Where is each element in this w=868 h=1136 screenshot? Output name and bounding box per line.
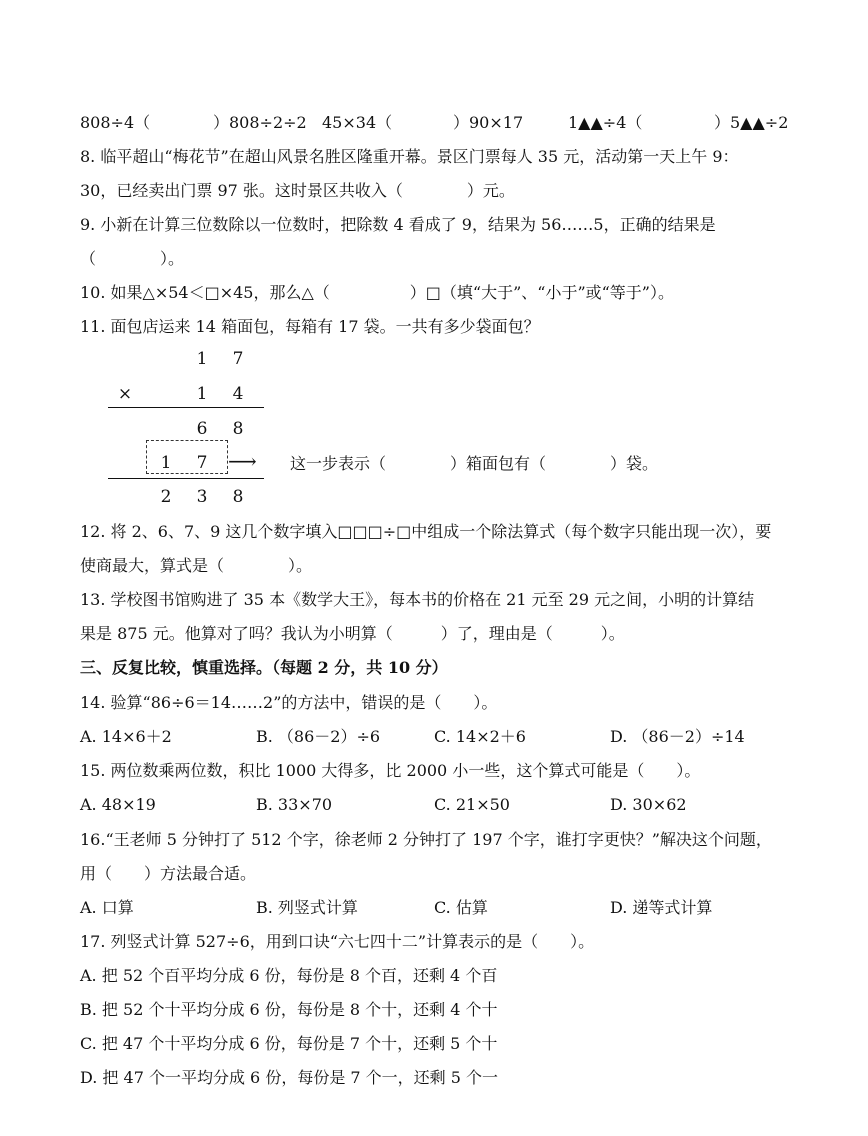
mult-row4-d1: 1 (160, 453, 172, 473)
q14-option-d: D. （86－2）÷14 (610, 727, 745, 746)
mult-row3-d1: 6 (196, 419, 208, 439)
q17-option-a: A. 把 52 个百平均分成 6 份，每份是 8 个百，还剩 4 个百 (80, 966, 498, 985)
mult-row5-d3: 8 (232, 487, 244, 507)
q16-option-d: D. 递等式计算 (610, 898, 713, 917)
q8-line2: 30，已经卖出门票 97 张。这时景区共收入（ ）元。 (80, 181, 515, 200)
q7-a-left: 808÷4（ (80, 113, 151, 132)
mult-row4-d2: 7 (196, 453, 208, 473)
q16-line2: 用（ ）方法最合适。 (80, 864, 257, 883)
q7-c-right: ）5▲▲÷2 (714, 113, 789, 132)
q15-option-b: B. 33×70 (256, 795, 333, 814)
q17-text: 17. 列竖式计算 527÷6，用到口诀“六七四十二”计算表示的是（ ）。 (80, 932, 595, 951)
q16-option-a: A. 口算 (80, 898, 134, 917)
times-sign: × (117, 384, 133, 404)
q16-option-b: B. 列竖式计算 (256, 898, 358, 917)
q15-option-a: A. 48×19 (80, 795, 156, 814)
q11-text: 11. 面包店运来 14 箱面包，每箱有 17 袋。一共有多少袋面包？ (80, 317, 540, 336)
q14-text: 14. 验算“86÷6＝14……2”的方法中，错误的是（ ）。 (80, 693, 498, 712)
q7-b-right: ）90×17 (453, 113, 524, 132)
q17-option-b: B. 把 52 个十平均分成 6 份，每份是 8 个十，还剩 4 个十 (80, 1000, 498, 1019)
q7-b-left: 45×34（ (322, 113, 393, 132)
q17-option-c: C. 把 47 个十平均分成 6 份，每份是 7 个十，还剩 5 个十 (80, 1034, 498, 1053)
q7-a-right: ）808÷2÷2 (213, 113, 307, 132)
q15-text: 15. 两位数乘两位数，积比 1000 大得多，比 2000 小一些，这个算式可能是（ ）。 (80, 761, 701, 780)
section-3-title: 三、反复比较，慎重选择。（每题 2 分，共 10 分） (80, 658, 448, 677)
mult-row3-d2: 8 (232, 419, 244, 439)
step-note: 这一步表示（ ）箱面包有（ ）袋。 (290, 454, 659, 473)
q12-line1: 12. 将 2、6、7、9 这几个数字填入□□□÷□中组成一个除法算式（每个数字只能出现一次），要 (80, 522, 772, 541)
q9-line2: （ ）。 (80, 249, 185, 268)
q16-line1: 16.“王老师 5 分钟打了 512 个字，徐老师 2 分钟打了 197 个字，谁打字更快？”解决这个问题， (80, 830, 772, 849)
mult-row1-d1: 1 (196, 349, 208, 369)
q12-line2: 使商最大，算式是（ ）。 (80, 556, 313, 575)
q16-option-c: C. 估算 (434, 898, 488, 917)
mult-row2-d2: 4 (232, 384, 244, 404)
mult-row2-d1: 1 (196, 384, 208, 404)
mult-row5-d2: 3 (196, 487, 208, 507)
mult-row5-d1: 2 (160, 487, 172, 507)
q15-option-c: C. 21×50 (434, 795, 510, 814)
q14-option-c: C. 14×2＋6 (434, 727, 526, 746)
q17-option-d: D. 把 47 个一平均分成 6 份，每份是 7 个一，还剩 5 个一 (80, 1068, 499, 1087)
mult-line-1 (108, 407, 264, 408)
q9-line1: 9. 小新在计算三位数除以一位数时，把除数 4 看成了 9，结果为 56……5，正确的结果是 (80, 215, 716, 234)
q7-c-left: 1▲▲÷4（ (568, 113, 643, 132)
q13-line2: 果是 875 元。他算对了吗？我认为小明算（ ）了，理由是（ ）。 (80, 624, 625, 643)
q14-option-b: B. （86－2）÷6 (256, 727, 381, 746)
arrow-icon: ⟶ (228, 449, 257, 473)
q14-option-a: A. 14×6＋2 (80, 727, 172, 746)
mult-line-2 (108, 478, 264, 479)
q8-line1: 8. 临平超山“梅花节”在超山风景名胜区隆重开幕。景区门票每人 35 元，活动第一天上午 9： (80, 147, 739, 166)
mult-row1-d2: 7 (232, 349, 244, 369)
q10-text: 10. 如果△×54＜□×45，那么△（ ）□（填“大于”、“小于”或“等于”）。 (80, 283, 674, 302)
q15-option-d: D. 30×62 (610, 795, 687, 814)
q13-line1: 13. 学校图书馆购进了 35 本《数学大王》，每本书的价格在 21 元至 29 元之间，小明的计算结 (80, 590, 755, 609)
